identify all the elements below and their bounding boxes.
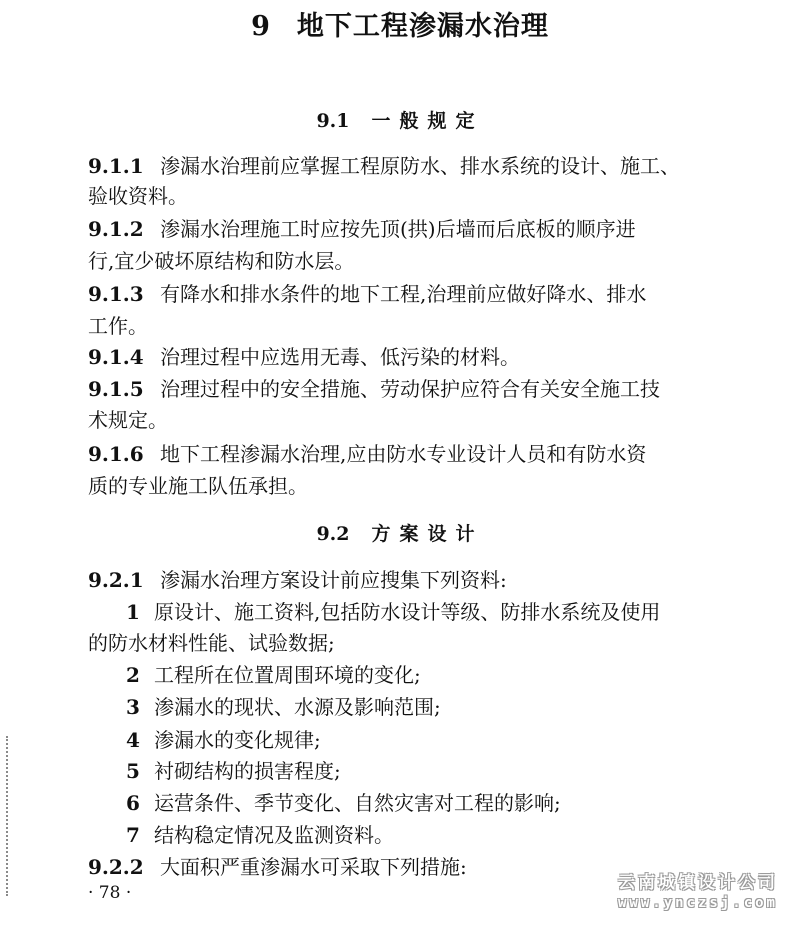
clause-number: 9.1.6: [88, 442, 144, 466]
scan-edge-mark: [6, 736, 10, 896]
item-number: 7: [126, 823, 140, 847]
item-number: 1: [126, 600, 140, 624]
item-number: 5: [126, 759, 140, 783]
clause-text: 治理过程中的安全措施、劳动保护应符合有关安全施工技: [160, 377, 660, 401]
item-text: 的防水材料性能、试验数据;: [88, 631, 335, 655]
item-text: 渗漏水的变化规律;: [154, 728, 321, 752]
clause-number: 9.1.3: [88, 282, 144, 306]
clause-text: 渗漏水治理前应掌握工程原防水、排水系统的设计、施工、: [160, 154, 680, 178]
clause-text: 渗漏水治理施工时应按先顶(拱)后墙而后底板的顺序进: [160, 217, 636, 241]
watermark: [618, 868, 778, 911]
clause-number: 9.1.2: [88, 217, 144, 241]
clause-9-1-5: [88, 375, 660, 403]
clause-text: 有降水和排水条件的地下工程,治理前应做好降水、排水: [160, 282, 647, 306]
item-text: 渗漏水的现状、水源及影响范围;: [154, 695, 441, 719]
clause-9-1-5-cont: [88, 406, 168, 434]
list-item-7: [126, 821, 394, 849]
clause-text: 地下工程渗漏水治理,应由防水专业设计人员和有防水资: [160, 442, 647, 466]
clause-text: 工作。: [88, 314, 148, 338]
item-text: 原设计、施工资料,包括防水设计等级、防排水系统及使用: [154, 600, 661, 624]
item-number: 3: [126, 695, 140, 719]
item-number: 4: [126, 728, 140, 752]
clause-number: 9.1.4: [88, 345, 144, 369]
chapter-title-text: 地下工程渗漏水治理: [296, 11, 549, 42]
clause-9-1-3: [88, 280, 646, 308]
list-item-1: [126, 598, 660, 626]
section-title-text: 方案设计: [371, 523, 484, 545]
item-text: 运营条件、季节变化、自然灾害对工程的影响;: [154, 791, 561, 815]
section-title-text: 一般规定: [371, 110, 484, 132]
item-text: 衬砌结构的损害程度;: [154, 759, 341, 783]
clause-number: 9.1.1: [88, 154, 144, 178]
section-number: 9.1: [316, 110, 350, 132]
clause-9-1-3-cont: [88, 312, 148, 340]
item-text: 结构稳定情况及监测资料。: [154, 823, 394, 847]
clause-number: 9.2.1: [88, 568, 144, 592]
item-number: 2: [126, 663, 140, 687]
list-item-4: [126, 726, 321, 754]
chapter-number: 9: [251, 11, 271, 42]
page-number: · 78 ·: [88, 883, 132, 903]
clause-text: 渗漏水治理方案设计前应搜集下列资料:: [160, 568, 507, 592]
clause-9-1-1: [88, 152, 680, 180]
section-number: 9.2: [316, 523, 350, 545]
list-item-3: [126, 693, 441, 721]
clause-text: 验收资料。: [88, 184, 188, 208]
clause-number: 9.2.2: [88, 855, 144, 879]
list-item-2: [126, 661, 421, 689]
chapter-title: [0, 4, 800, 43]
clause-9-1-2: [88, 215, 636, 243]
section-title-9-1: [0, 106, 800, 133]
clause-text: 行,宜少破坏原结构和防水层。: [88, 249, 355, 273]
watermark-url: www.ynczsj.com: [617, 895, 778, 911]
list-item-1-cont: [88, 629, 335, 657]
clause-number: 9.1.5: [88, 377, 144, 401]
clause-text: 治理过程中应选用无毒、低污染的材料。: [160, 345, 520, 369]
list-item-6: [126, 789, 561, 817]
watermark-name: 云南城镇设计公司: [617, 873, 778, 893]
clause-9-1-2-cont: [88, 247, 354, 275]
clause-text: 大面积严重渗漏水可采取下列措施:: [160, 855, 467, 879]
clause-9-2-1: [88, 566, 507, 594]
section-title-9-2: [0, 519, 800, 546]
clause-text: 术规定。: [88, 408, 168, 432]
clause-9-1-1-cont: [88, 182, 188, 210]
clause-text: 质的专业施工队伍承担。: [88, 474, 308, 498]
item-text: 工程所在位置周围环境的变化;: [154, 663, 421, 687]
clause-9-2-2: [88, 853, 467, 881]
clause-9-1-6-cont: [88, 472, 308, 500]
clause-9-1-4: [88, 343, 520, 371]
list-item-5: [126, 757, 341, 785]
item-number: 6: [126, 791, 140, 815]
clause-9-1-6: [88, 440, 646, 468]
